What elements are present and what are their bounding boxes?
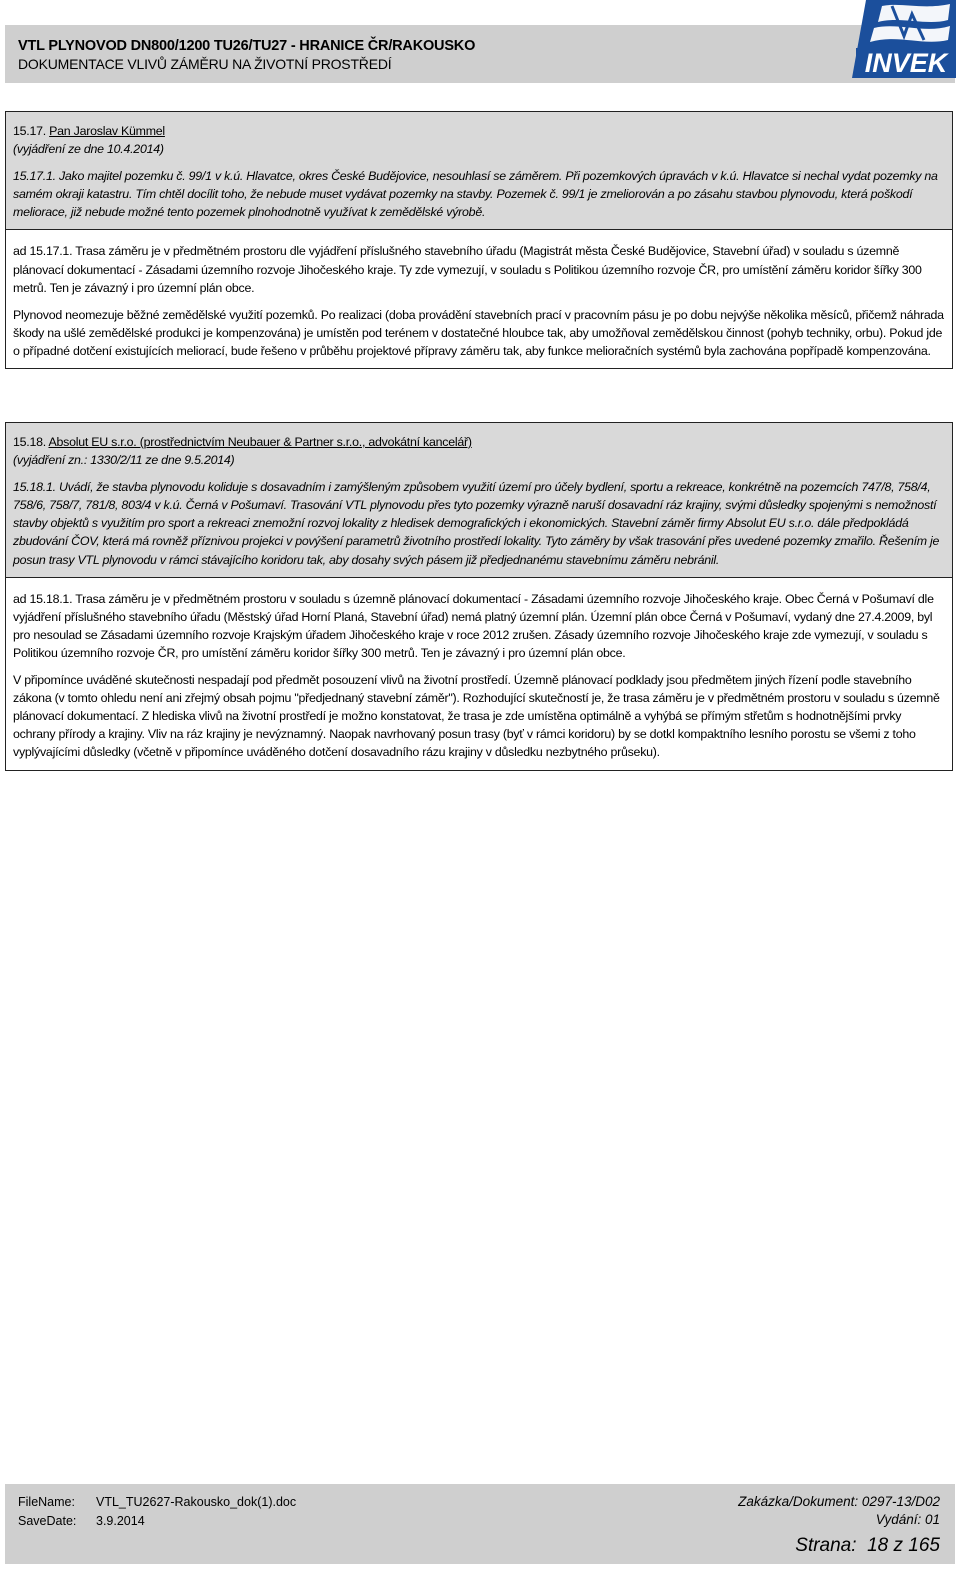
comment-request xyxy=(6,112,952,230)
invek-logo xyxy=(852,0,956,78)
comment-statement: 15.18.1. Uvádí, že stavba plynovodu koliduje s dosavadním i zamýšleným způsobem využití území pro účely bydlení, sportu a rekreace, konkrétně na pozemcích 747/8, 758/4, 758/6, 758/7, 781/8, 803/4 v k.ú. Černá v Pošumaví. Trasování VTL plynovodu přes tyto pozemky výrazně naruší dosavadní ráz krajiny, svými důsledky spojenými s nemožností stavby objektů s využitím pro sport a rekreaci znemožní rozvoj lokality z hledisek demografických i ekonomických. Stavební záměr firmy Absolut EU s.r.o. dále předpokládá zbudování ČOV, která má rovněž příznivou projekci v povýšení parametrů životního prostředí lokality. Tyto záměry by však trasování přes uvedené pozemky zmařilo. Řešením je posun trasy VTL plynovodu v rámci stávajícího koridoru tak, aby dosahy svých pásem již předjednanému stavebnímu záměru nebránil. xyxy=(13,480,940,567)
commenter-name: Pan Jaroslav Kümmel xyxy=(49,124,165,138)
comment-request xyxy=(6,423,952,578)
document-subtitle: DOKUMENTACE VLIVŮ ZÁMĚRU NA ŽIVOTNÍ PROSTŘEDÍ xyxy=(18,56,392,72)
document-title: VTL PLYNOVOD DN800/1200 TU26/TU27 - HRANICE ČR/RAKOUSKO xyxy=(18,38,476,54)
page-footer xyxy=(5,1484,955,1564)
comment-date: (vyjádření zn.: 1330/2/11 ze dne 9.5.2014) xyxy=(13,453,235,468)
section-number: 15.18. xyxy=(13,435,46,449)
comment-block-15-18 xyxy=(5,422,953,771)
page-value: 18 z 165 xyxy=(867,1535,940,1556)
comment-answer xyxy=(6,578,952,770)
filename-label: FileName: xyxy=(18,1495,75,1509)
answer-paragraph: ad 15.18.1. Trasa záměru je v předmětném prostoru v souladu s územně plánovací dokumentací - Zásadami územního rozvoje Jihočeského kraje. Obec Černá v Pošumaví dle vyjádření příslušného stavebního úřadu (Městský úřad Horní Planá, Stavební úřad) nemá platný územní plán. Územní plán obce Černá v Pošumaví, vydaný dne 27.4.2009, byl pro nesoulad se Zásadami územního rozvoje Krajským úřadem Jihočeského kraje v roce 2012 zrušen. Zásady územního rozvoje Jihočeského kraje zde vymezují, v souladu s Politikou územního rozvoje ČR, pro umístění záměru koridor šířky 300 metrů. Ten je závazný i pro územní plán obce. xyxy=(13,591,934,660)
page-label: Strana: xyxy=(795,1535,857,1556)
answer-paragraph: V připomínce uváděné skutečnosti nespadají pod předmět posouzení vlivů na životní prostředí. Územně plánovací podklady jsou předmětem jiných řízení podle stavebního zákona (v tomto ohledu není ani zřejmý obsah pojmu "předjednaný stavební záměr"). Rozhodující skutečností je, že trasa záměru je v předmětném prostoru v souladu s územně plánovací dokumentací. Z hlediska vlivů na životní prostředí je možno konstatovat, že trasa je zde umístěna optimálně a vyhýbá se přímým střetům s hodnotnějšími prvky ochrany přírody a krajiny. Vliv na ráz krajiny je nevýznamný. Naopak navrhovaný posun trasy (byť v rámci koridoru) by se dotkl kompaktního lesního porostu se všemi z toho vyplývajícími důsledky (včetně v připomínce uváděného dotčení dosavadního rázu krajiny v důsledku nezbytného průseku). xyxy=(13,673,940,760)
section-number: 15.17. xyxy=(13,124,46,138)
savedate-value: 3.9.2014 xyxy=(96,1514,145,1528)
answer-paragraph: Plynovod neomezuje běžné zemědělské využití pozemků. Po realizaci (doba provádění stavebních prací v pracovním pásu je po dobu nejvýše několika měsíců, přičemž náhrada škody na ušlé zemědělské produkci je kompenzována) je umístěn pod terénem v dostatečné hloubce tak, aby umožňoval zemědělskou činnost (pohyb techniky, orbu). Pokud jde o případné dotčení existujících meliorací, bude řešeno v průběhu projektové přípravy záměru tak, aby funkce melioračních systémů byla zachována popřípadě kompenzována. xyxy=(13,307,944,358)
comment-statement: 15.17.1. Jako majitel pozemku č. 99/1 v k.ú. Hlavatce, okres České Budějovice, nesouhlasí se záměrem. Při pozemkových úpravách v k.ú. Hlavatce si nechal vydat pozemky na samém okraji katastru. Tím chtěl docílit toho, že nebude muset vydávat pozemky na stavby. Pozemek č. 99/1 je zmeliorován a po zásahu stavbou plynovodu, která poškodí meliorace, již nebude možné tento pozemek plnohodnotně využívat k zemědělské výrobě. xyxy=(13,169,938,220)
commenter-name: Absolut EU s.r.o. (prostřednictvím Neubauer & Partner s.r.o., advokátní kancelář) xyxy=(48,435,472,449)
page-number xyxy=(795,1535,940,1557)
answer-paragraph: ad 15.17.1. Trasa záměru je v předmětném prostoru dle vyjádření příslušného stavebního úřadu (Magistrát města České Budějovice, Stavební úřad) v souladu s územně plánovací dokumentací - Zásadami územního rozvoje Jihočeského kraje. Ty zde vymezují, v souladu s Politikou územního rozvoje ČR, pro umístění záměru koridor šířky 300 metrů. Ten je závazný i pro územní plán obce. xyxy=(13,244,922,295)
comment-answer xyxy=(6,230,952,368)
document-number: Zakázka/Dokument: 0297-13/D02 xyxy=(738,1494,940,1509)
comment-block-15-17 xyxy=(5,111,953,369)
page-header xyxy=(5,25,955,83)
issue-number: Vydání: 01 xyxy=(875,1512,940,1527)
savedate-label: SaveDate: xyxy=(18,1514,77,1528)
filename-value: VTL_TU2627-Rakousko_dok(1).doc xyxy=(96,1495,297,1509)
logo-text: INVEK xyxy=(864,48,948,78)
comment-date: (vyjádření ze dne 10.4.2014) xyxy=(13,142,164,157)
